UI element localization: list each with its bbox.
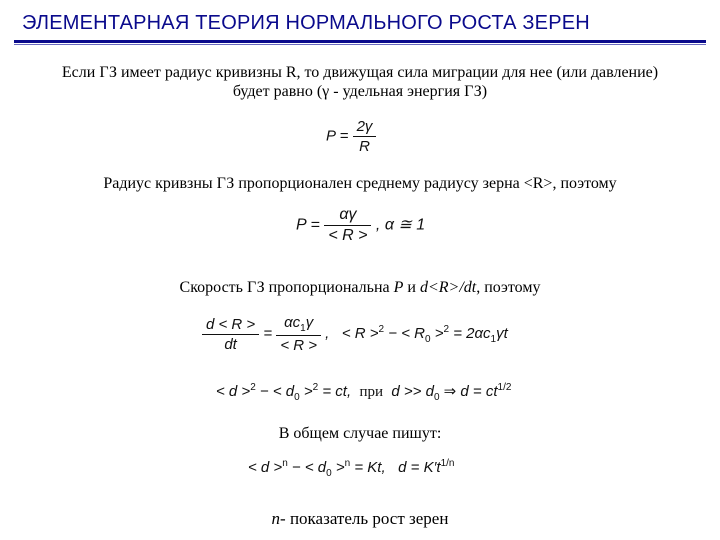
text-segment: - показатель рост зерен: [280, 509, 449, 528]
formula-growth-rate: [202, 314, 508, 354]
subscript: 0: [424, 333, 431, 345]
formula-lhs: P =: [326, 127, 349, 145]
fraction-denominator: < R >: [276, 335, 321, 354]
fraction-denominator: R: [353, 136, 377, 155]
superscript: 2: [250, 382, 256, 393]
expr-part: < d >: [248, 459, 283, 476]
expr-part: = ct,: [318, 383, 352, 400]
paragraph-radius: [0, 174, 720, 193]
formula-fraction: [202, 316, 259, 353]
title-underline-thin: [14, 44, 706, 45]
subscript: 1: [300, 323, 306, 334]
text-segment: и: [403, 279, 420, 296]
expr-part: = Kt,: [350, 459, 386, 476]
fraction-numerator: d < R >: [206, 315, 256, 333]
expr-part: γt: [496, 324, 508, 342]
paragraph-line: будет равно (γ - удельная энергия ГЗ): [232, 83, 488, 100]
formula-general-growth: [248, 458, 454, 479]
fraction-numerator: [276, 314, 321, 335]
subscript: 0: [433, 392, 440, 403]
paragraph-driving-force: [0, 63, 720, 101]
paragraph-line: Если ГЗ имеет радиус кривизны R, то движущая сила миграции для нее (или давление): [61, 64, 659, 81]
formula-separator: ,: [325, 324, 330, 342]
formula-fraction: [324, 206, 371, 245]
implies-arrow: ⇒: [439, 383, 461, 400]
expr-part: − < d: [287, 459, 327, 476]
formula-lhs: P =: [296, 216, 320, 234]
superscript: 2: [443, 323, 450, 335]
subscript: 0: [294, 392, 300, 403]
superscript: n: [282, 458, 288, 469]
paragraph-velocity: [0, 278, 720, 297]
expr-part: < R >: [341, 324, 379, 342]
expr-part: >: [430, 324, 444, 342]
subscript: 0: [326, 468, 332, 479]
superscript: 2: [312, 382, 319, 393]
word-pri: при: [359, 384, 384, 400]
fraction-numerator: 2γ: [356, 118, 373, 135]
numerator-text: αc: [284, 314, 301, 331]
formula-pressure: [326, 118, 376, 155]
expr-part: − < R: [384, 324, 425, 342]
expr-part: d = ct: [460, 383, 498, 400]
expr-part: d = K′t: [398, 459, 441, 476]
paragraph-exponent: [0, 509, 720, 528]
slide-title: ЭЛЕМЕНТАРНАЯ ТЕОРИЯ НОРМАЛЬНОГО РОСТА ЗЕРЕН: [22, 12, 590, 34]
text-segment: , поэтому: [476, 279, 541, 296]
text-italic-n: n: [271, 509, 281, 528]
expr-part: − < d: [255, 383, 295, 400]
fraction-numerator: αγ: [339, 206, 357, 223]
paragraph-line: В общем случае пишут:: [278, 425, 442, 442]
expr-part: = 2αc: [449, 324, 491, 342]
subscript: 1: [490, 333, 497, 345]
text-italic-derivative: d<R>/dt: [419, 279, 477, 296]
formula-fraction: [276, 314, 321, 354]
formula-expression: [341, 323, 508, 345]
paragraph-line: Радиус кривзны ГЗ пропорционален среднему радиусу зерна <R>, поэтому: [103, 175, 617, 192]
formula-pressure-mean-radius: [296, 206, 425, 245]
text-segment: Скорость ГЗ пропорциональна: [179, 279, 394, 296]
expr-part: < d >: [216, 383, 251, 400]
title-underline: [14, 40, 706, 43]
expr-part: d >> d: [391, 383, 434, 400]
superscript: 1/n: [440, 458, 455, 469]
expr-part: >: [331, 459, 345, 476]
paragraph-general: [0, 424, 720, 443]
superscript: n: [344, 458, 351, 469]
text-italic-P: P: [393, 279, 404, 296]
formula-condition: , α ≅ 1: [375, 216, 426, 234]
formula-fraction: [353, 118, 377, 155]
numerator-text: γ: [305, 314, 314, 331]
fraction-denominator: dt: [202, 334, 259, 353]
formula-equals: =: [263, 324, 273, 342]
superscript: 1/2: [497, 382, 512, 393]
formula-parabolic-growth: [216, 382, 511, 403]
fraction-denominator: < R >: [324, 225, 371, 245]
expr-part: >: [299, 383, 313, 400]
superscript: 2: [378, 323, 385, 335]
